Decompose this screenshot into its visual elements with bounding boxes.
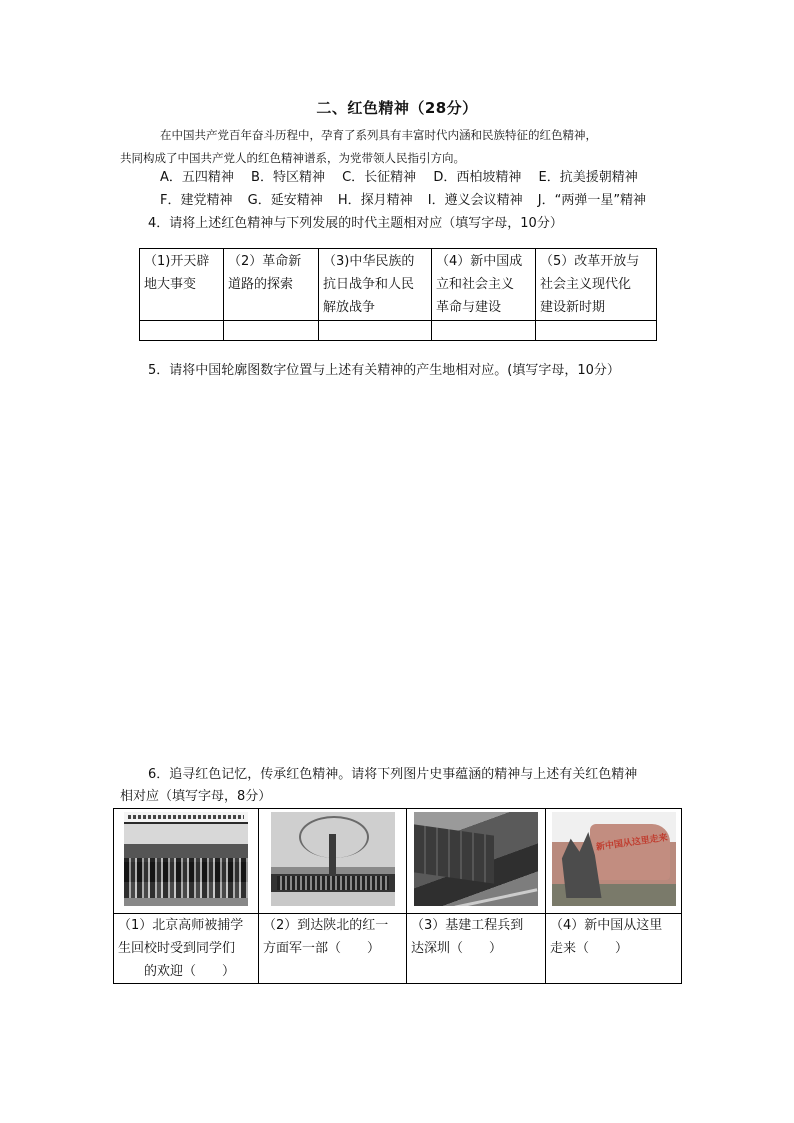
question-6-table [113,808,682,984]
photo-rail [455,888,538,906]
caption-cell-4: （4）新中国从这里 走来（ ） [546,914,682,984]
theme-cell-2: （2）革命新 道路的探索 [224,249,319,321]
option-h: H．探月精神 [337,193,413,208]
option-c: C．长征精神 [342,170,417,185]
section-title: 二、红色精神（28分） [316,99,478,117]
answer-cell-1[interactable] [140,321,224,341]
intro-paragraph [120,124,685,170]
question-4-table [139,248,657,341]
photo-cell-2 [259,809,407,914]
spirit-options [160,166,657,212]
photo-row [114,809,682,914]
photo-students-welcome [124,812,248,906]
photo-crowd [124,858,248,898]
photo-cell-4 [546,809,682,914]
answer-cell-3[interactable] [319,321,432,341]
question-6-line-1: 6．追寻红色记忆，传承红色精神。请将下列图片史事蕴涵的精神与上述有关红色精神 [148,767,638,782]
theme-cell-5: （5）改革开放与 社会主义现代化 建设新时期 [536,249,657,321]
option-a: A．五四精神 [160,170,234,185]
intro-line-2: 共同构成了中国共产党人的红色精神谱系，为党带领人民指引方向。 [120,151,465,165]
option-f: F．建党精神 [160,193,233,208]
question-4-prompt: 4．请将上述红色精神与下列发展的时代主题相对应（填写字母，10分） [148,216,563,231]
table-header-row [140,249,657,321]
photo-tree-trunk [329,834,336,879]
options-row-1 [160,166,657,189]
option-d: D．西柏坡精神 [433,170,522,185]
stone-inscription: 新中国从这里走来 [595,833,668,853]
caption-cell-3: （3）基建工程兵到 达深圳（ ） [407,914,546,984]
photo-cell-3 [407,809,546,914]
answer-cell-5[interactable] [536,321,657,341]
option-g: G．延安精神 [247,193,323,208]
question-5-prompt: 5．请将中国轮廓图数字位置与上述有关精神的产生地相对应。(填写字母，10分） [148,363,620,378]
option-b: B．特区精神 [251,170,325,185]
caption-cell-1: （1）北京高师被捕学 生回校时受到同学们 的欢迎（ ） [114,914,259,984]
intro-line-1: 在中国共产党百年奋斗历程中，孕育了系列具有丰富时代内涵和民族特征的红色精神， [160,128,597,142]
photo-inscribed-stone [590,824,670,880]
theme-cell-1: （1)开天辟 地大事变 [140,249,224,321]
options-row-2 [160,189,657,212]
option-e: E．抗美援朝精神 [538,170,638,185]
answer-cell-4[interactable] [432,321,536,341]
photo-caption-strip [128,815,244,819]
caption-row [114,914,682,984]
photo-soldiers [277,876,389,890]
photo-xibaipo-monument [552,812,676,906]
theme-cell-3: （3)中华民族的 抗日战争和人民 解放战争 [319,249,432,321]
photo-cell-1 [114,809,259,914]
photo-red-army-shaanbei [271,812,395,906]
answer-row [140,321,657,341]
question-6-prompt [120,764,680,808]
answer-cell-2[interactable] [224,321,319,341]
photo-train [414,824,494,883]
photo-engineering-corps-train [414,812,538,906]
question-6-line-2: 相对应（填写字母，8分） [120,789,272,804]
option-i: I．遵义会议精神 [427,193,523,208]
option-j: J．“两弹一星”精神 [537,193,647,208]
theme-cell-4: （4）新中国成 立和社会主义 革命与建设 [432,249,536,321]
caption-cell-2: （2）到达陕北的红一 方面军一部（ ） [259,914,407,984]
